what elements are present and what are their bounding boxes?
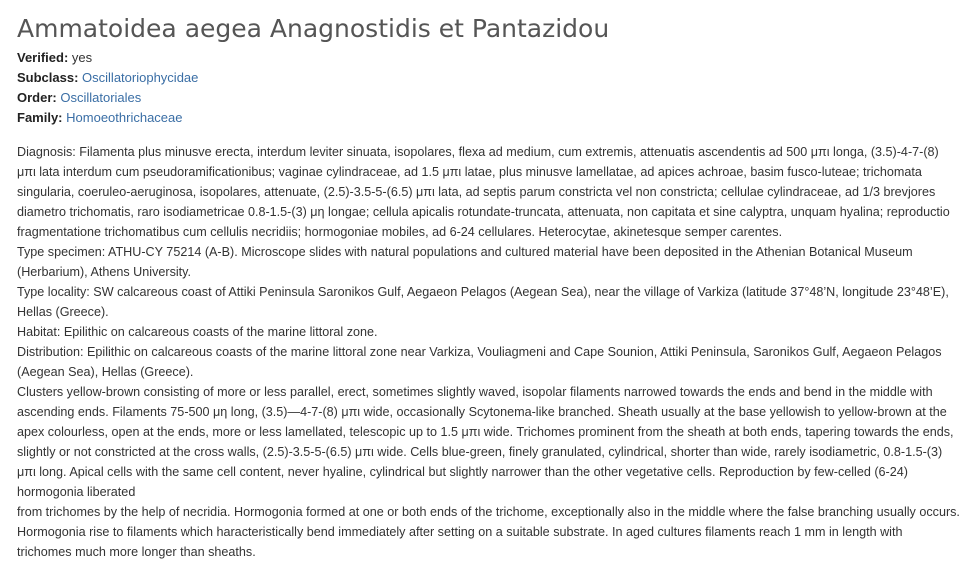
type-specimen-paragraph: Type specimen: ATHU-CY 75214 (A-B). Microscope slides with natural populations and cultured material have been deposited in the Athenian Botanical Museum (Herbarium), Athens University. [17,245,913,279]
description-paragraph: Clusters yellow-brown consisting of more or less parallel, erect, sometimes slightly waved, isopolar filaments narrowed towards the ends and bend in the middle with ascending ends. Filaments 75-500 μη long, (3.5)—4-7-(8) μπι wide, occasionally Scytonema-like branched. Sheath usually at the base yellowish to yellow-brown at the apex colourless, open at the ends, more or less lamellated, telescopic up to 1.5 μπι wide. Trichomes prominent from the sheath at both ends, tapering towards the ends, slightly or not constricted at the cross walls, (2.5)-3.5-5-(6.5) μπι wide. Cells blue-green, finely granulated, cylindrical, shorter than wide, rarely isodiametric, 0.8-1.5-(3) μπι long. Apical cells with the same cell content, never hyaline, cylindrical but slightly narrower than the other vegetative cells. Reproduction by few-celled (6-24) hormogonia liberated [17,385,954,499]
order-row [17,88,960,108]
page-title: Ammatoidea aegea Anagnostidis et Pantazidou [17,14,610,43]
reproduction-paragraph: from trichomes by the help of necridia. Hormogonia formed at one or both ends of the trichome, exceptionally also in the middle where the false branching usually occurs. Hormogonia rise to filaments which haracteristically bend immediately after setting on a suitable substrate. In aged cultures filaments reach 1 mm in length with trichomes much more longer than sheaths. [17,505,960,559]
subclass-row [17,68,960,88]
diagnosis-paragraph: Diagnosis: Filamenta plus minusve erecta, interdum leviter sinuata, isopolares, flexa ad medium, cum extremis, attenuatis ascendentis ad 500 μπι longa, (3.5)-4-7-(8) μπι lata interdum cum pseudoramificationibus; vaginae cylindraceae, ad 1.5 μπι latae, plus minusve lamellatae, ad apices achroae, basim fusco-luteae; trichomata singularia, coeruleo-aeruginosa, isopolares, attenuate, (2.5)-3.5-5-(6.5) μπι lata, ad septis parum constricta vel non constricta; cellulae cylindraceae, ad 1/3 brevjores diametro trichomatis, raro isodiametricae 0.8-1.5-(3) μη longae; cellula apicalis rotundate-truncata, attenuata, non capitata et sine calyptra, unquam hyalina; reproductio fragmentatione trichomatibus cum cellulis necridiis; hormogoniae mobiles, ad 6-24 cellulares. Heterocytae, akinetesque semper carentes. [17,145,950,239]
subclass-link[interactable]: Oscillatoriophycidae [82,70,199,85]
family-row [17,108,960,128]
habitat-paragraph: Habitat: Epilithic on calcareous coasts of the marine littoral zone. [17,325,378,339]
order-link[interactable]: Oscillatoriales [60,90,142,105]
order-label: Order: [17,90,57,105]
description-body [17,142,960,562]
family-link[interactable]: Homoeothrichaceae [66,110,183,125]
subclass-label: Subclass: [17,70,79,85]
verified-value: yes [71,50,93,65]
distribution-paragraph: Distribution: Epilithic on calcareous coasts of the marine littoral zone near Varkiza, Vouliagmeni and Cape Sounion, Attiki Peninsula, Saronikos Gulf, Aegaeon Pelagos (Aegean Sea), Hellas (Greece). [17,345,942,379]
family-label: Family: [17,110,63,125]
taxonomy-meta [17,48,960,128]
verified-row [17,48,960,68]
verified-label: Verified: [17,50,69,65]
type-locality-paragraph: Type locality: SW calcareous coast of Attiki Peninsula Saronikos Gulf, Aegaeon Pelagos (Aegean Sea), near the village of Varkiza (latitude 37°48’N, longitude 23°48’E), Hellas (Greece). [17,285,949,319]
